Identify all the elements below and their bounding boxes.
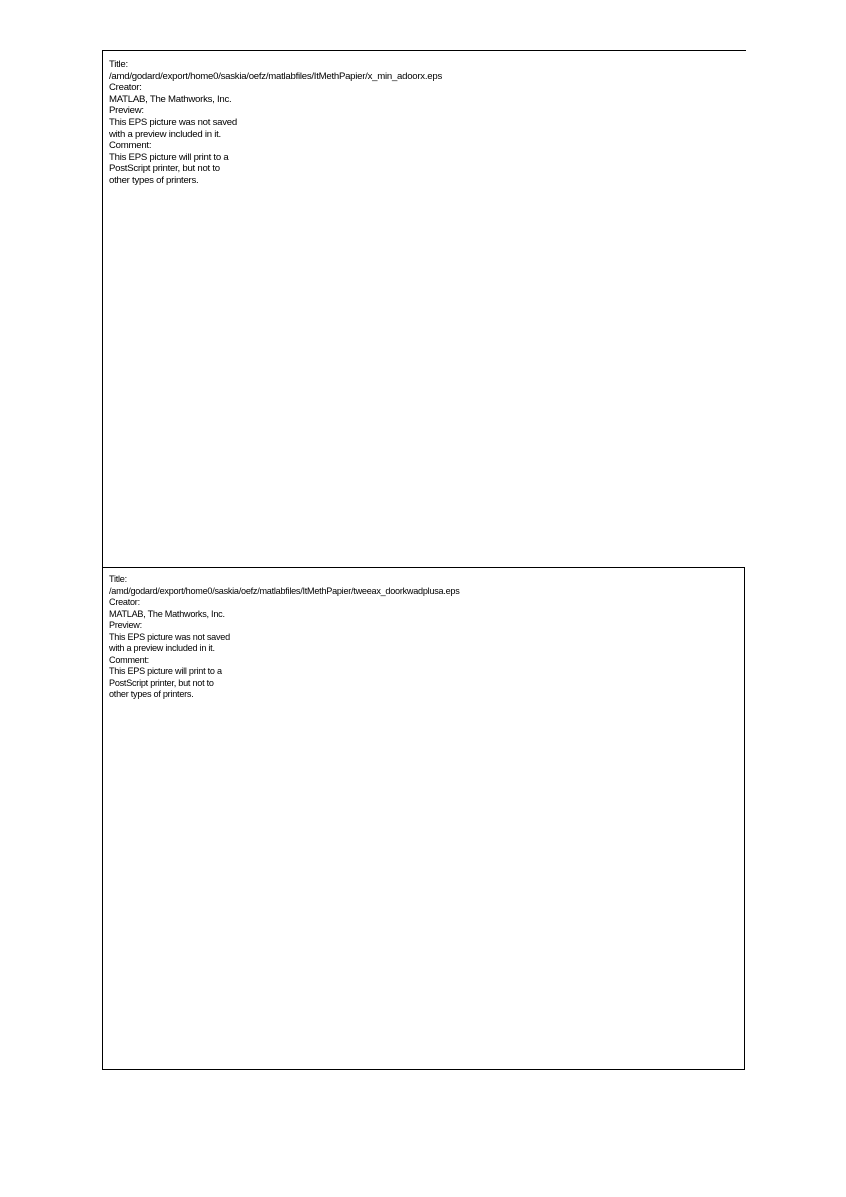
eps-placeholder-2 — [102, 567, 745, 1070]
creator-value: MATLAB, The Mathworks, Inc. — [109, 93, 232, 105]
comment-label: Comment: — [109, 140, 152, 152]
preview-label: Preview: — [109, 620, 142, 630]
preview-label: Preview: — [109, 105, 144, 117]
comment-line: PostScript printer, but not to — [109, 677, 214, 688]
title-value: /amd/godard/export/home0/saskia/oefz/matlabfiles/ItMethPapier/tweeax_doorkwadplusa.eps — [109, 585, 460, 596]
preview-line: This EPS picture was not saved — [109, 631, 230, 642]
eps-info-text — [109, 59, 442, 187]
creator-value: MATLAB, The Mathworks, Inc. — [109, 608, 225, 619]
comment-label: Comment: — [109, 654, 149, 665]
title-value: /amd/godard/export/home0/saskia/oefz/matlabfiles/ItMethPapier/x_min_adoorx.eps — [109, 70, 442, 82]
creator-label: Creator: — [109, 597, 140, 607]
preview-line: This EPS picture was not saved — [109, 116, 237, 128]
eps-info-text — [109, 574, 460, 701]
comment-line: This EPS picture will print to a — [109, 151, 229, 163]
comment-line: other types of printers. — [109, 689, 194, 699]
preview-line: with a preview included in it. — [109, 643, 215, 653]
comment-line: other types of printers. — [109, 174, 199, 186]
comment-line: PostScript printer, but not to — [109, 163, 220, 175]
title-label: Title: — [109, 59, 128, 70]
creator-label: Creator: — [109, 82, 142, 94]
comment-line: This EPS picture will print to a — [109, 666, 222, 676]
title-label: Title: — [109, 574, 127, 584]
eps-placeholder-1 — [102, 50, 746, 570]
preview-line: with a preview included in it. — [109, 128, 221, 140]
